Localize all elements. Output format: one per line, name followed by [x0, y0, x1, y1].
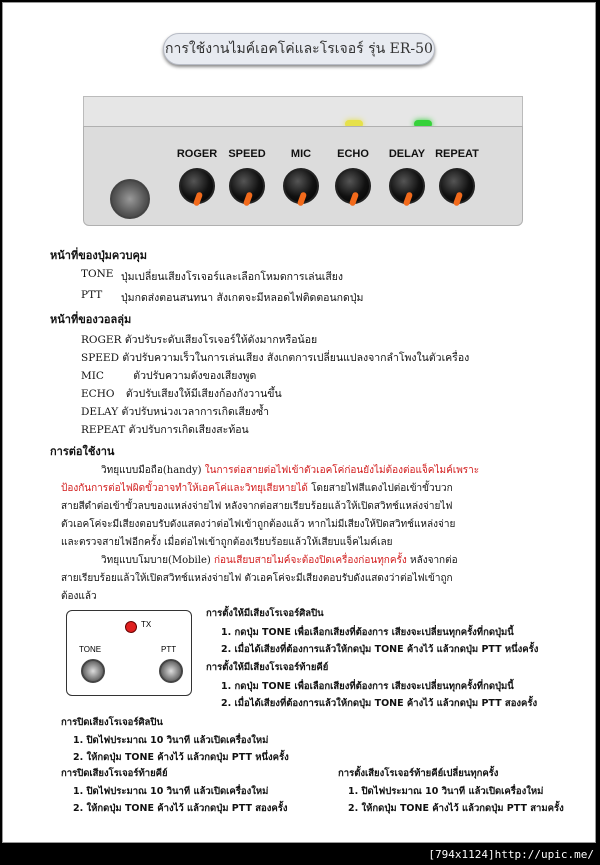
tone-button[interactable] [81, 659, 105, 683]
speed-knob[interactable] [229, 168, 265, 204]
knob-item: ROGER ตัวปรับระดับเสียงโรเจอร์ให้ดังมากหรือน้อย [81, 334, 318, 346]
roger-knob[interactable] [179, 168, 215, 204]
off-artist-heading: การปิดเสียงโรเจอร์ศิลปิน [61, 717, 163, 728]
knob-label-mic: MIC [290, 148, 312, 160]
panel-tone-label: TONE [79, 645, 102, 654]
knob-item: REPEAT ตัวปรับการเกิดเสียงสะท้อน [81, 424, 249, 436]
knob-label-delay: DELAY [388, 148, 426, 160]
connect-p1-line3: สายสีดำต่อเข้าขั้วลบของแหล่งจ่ายไฟ หลังจากต่อสายเรียบร้อยแล้วให้เปิดสวิทช์แหล่งจ่ายไฟ [61, 501, 453, 512]
image-url-footer: [794x1124]http://upic.me/ [0, 845, 600, 865]
tx-label: TX [141, 620, 152, 629]
connect-p2-line2: สายเรียบร้อยแล้วให้เปิดสวิทช์แหล่งจ่ายไฟ ตัวเอคโค่จะมีเสียงตอบรับดังแสดงว่าต่อไฟเข้าถูก [61, 573, 453, 584]
off-artist-step2: 2. ให้กดปุ่ม TONE ค้างไว้ แล้วกดปุ่ม PTT หนึ่งครั้ง [73, 752, 289, 763]
connect-heading: การต่อใช้งาน [50, 445, 115, 458]
knob-label-repeat: REPEAT [435, 148, 479, 160]
knob-item: MIC ตัวปรับความดังของเสียงพูด [81, 370, 257, 382]
mic-knob[interactable] [283, 168, 319, 204]
connect-p1-line1: วิทยุแบบมือถือ(handy) ในการต่อสายต่อไฟเข้าตัวเอคโค่ก่อนยังไม่ต้องต่อแจ็คไมค์เพราะ [101, 465, 480, 476]
connect-p1-line2: ป้องกันการต่อไฟผิดขั้วอาจทำให้เอคโค่และวิทยุเสียหายได้ โดยสายไฟสีแดงไปต่อเข้าขั้วบวก [61, 483, 453, 494]
page-title: การใช้งานไมค์เอคโค่และโรเจอร์ รุ่น ER-50 [163, 33, 435, 65]
set-rotate-step1: 1. ปิดไฟประมาณ 10 วินาที แล้วเปิดเครื่องใหม่ [348, 786, 544, 797]
ptt-button[interactable] [159, 659, 183, 683]
off-sign-step2: 2. ให้กดปุ่ม TONE ค้างไว้ แล้วกดปุ่ม PTT สองครั้ง [73, 803, 288, 814]
off-artist-step1: 1. ปิดไฟประมาณ 10 วินาที แล้วเปิดเครื่องใหม่ [73, 735, 269, 746]
knob-item: DELAY ตัวปรับหน่วงเวลาการเกิดเสียงซ้ำ [81, 406, 270, 418]
buttons-heading: หน้าที่ของปุ่มควบคุม [50, 249, 148, 262]
control-panel-diagram [66, 610, 192, 696]
set-rotate-step2: 2. ให้กดปุ่ม TONE ค้างไว้ แล้วกดปุ่ม PTT สามครั้ง [348, 803, 564, 814]
tone-item-label: TONE [81, 268, 114, 280]
set-rotate-heading: การตั้งเสียงโรเจอร์ท้ายคีย์เปลี่ยนทุกครั้ง [338, 768, 499, 779]
connect-p2-line1: วิทยุแบบโมบาย(Mobile) ก่อนเสียบสายไมค์จะต้องปิดเครื่องก่อนทุกครั้ง หลังจากต่อ [101, 555, 458, 566]
tx-led [125, 621, 137, 633]
knob-label-echo: ECHO [337, 148, 369, 160]
knob-item: SPEED ตัวปรับความเร็วในการเล่นเสียง สังเกตการเปลี่ยนแปลงจากลำโพงในตัวเครื่อง [81, 352, 470, 364]
ptt-item-text: ปุ่มกดส่งตอนสนทนา สังเกตจะมีหลอดไฟติดตอนกดปุ่ม [121, 292, 364, 304]
repeat-knob[interactable] [439, 168, 475, 204]
set-sign-heading: การตั้งให้มีเสียงโรเจอร์ท้ายคีย์ [206, 662, 329, 673]
set-artist-heading: การตั้งให้มีเสียงโรเจอร์ศิลปิน [206, 608, 324, 619]
connect-p1-line5: และตรวจสายไฟอีกครั้ง เมื่อต่อไฟเข้าถูกต้องเรียบร้อยแล้วให้เสียบแจ็คไมค์เลย [61, 537, 393, 548]
set-sign-step2: 2. เมื่อได้เสียงที่ต้องการแล้วให้กดปุ่ม TONE ค้างไว้ แล้วกดปุ่ม PTT สองครั้ง [221, 698, 538, 709]
set-artist-step1: 1. กดปุ่ม TONE เพื่อเลือกเสียงที่ต้องการ เสียงจะเปลี่ยนทุกครั้งที่กดปุ่มนี้ [221, 627, 514, 638]
echo-device [83, 96, 523, 236]
set-artist-step2: 2. เมื่อได้เสียงที่ต้องการแล้วให้กดปุ่ม TONE ค้างไว้ แล้วกดปุ่ม PTT หนึ่งครั้ง [221, 644, 539, 655]
off-sign-heading: การปิดเสียงโรเจอร์ท้ายคีย์ [61, 768, 168, 779]
mic-connector[interactable] [110, 179, 150, 219]
tone-item-text: ปุ่มเปลี่ยนเสียงโรเจอร์และเลือกโหมดการเล่นเสียง [121, 271, 344, 283]
off-sign-step1: 1. ปิดไฟประมาณ 10 วินาที แล้วเปิดเครื่องใหม่ [73, 786, 269, 797]
knobs-heading: หน้าที่ของวอลลุ่ม [50, 313, 132, 326]
knob-item: ECHO ตัวปรับเสียงให้มีเสียงก้องกังวานขึ้น [81, 388, 282, 400]
knob-label-speed: SPEED [228, 148, 266, 160]
document-page [2, 2, 596, 843]
echo-knob[interactable] [335, 168, 371, 204]
connect-p2-line3: ต้องแล้ว [61, 591, 97, 602]
ptt-item-label: PTT [81, 289, 103, 301]
set-sign-step1: 1. กดปุ่ม TONE เพื่อเลือกเสียงที่ต้องการ เสียงจะเปลี่ยนทุกครั้งที่กดปุ่มนี้ [221, 681, 514, 692]
knob-label-roger: ROGER [176, 148, 218, 160]
delay-knob[interactable] [389, 168, 425, 204]
connect-p1-line4: ตัวเอคโค่จะมีเสียงตอบรับดังแสดงว่าต่อไฟเข้าถูกต้องแล้ว หากไม่มีเสียงให้ปิดสวิทช์แหล่งจ่าย [61, 519, 456, 530]
panel-ptt-label: PTT [161, 645, 177, 654]
